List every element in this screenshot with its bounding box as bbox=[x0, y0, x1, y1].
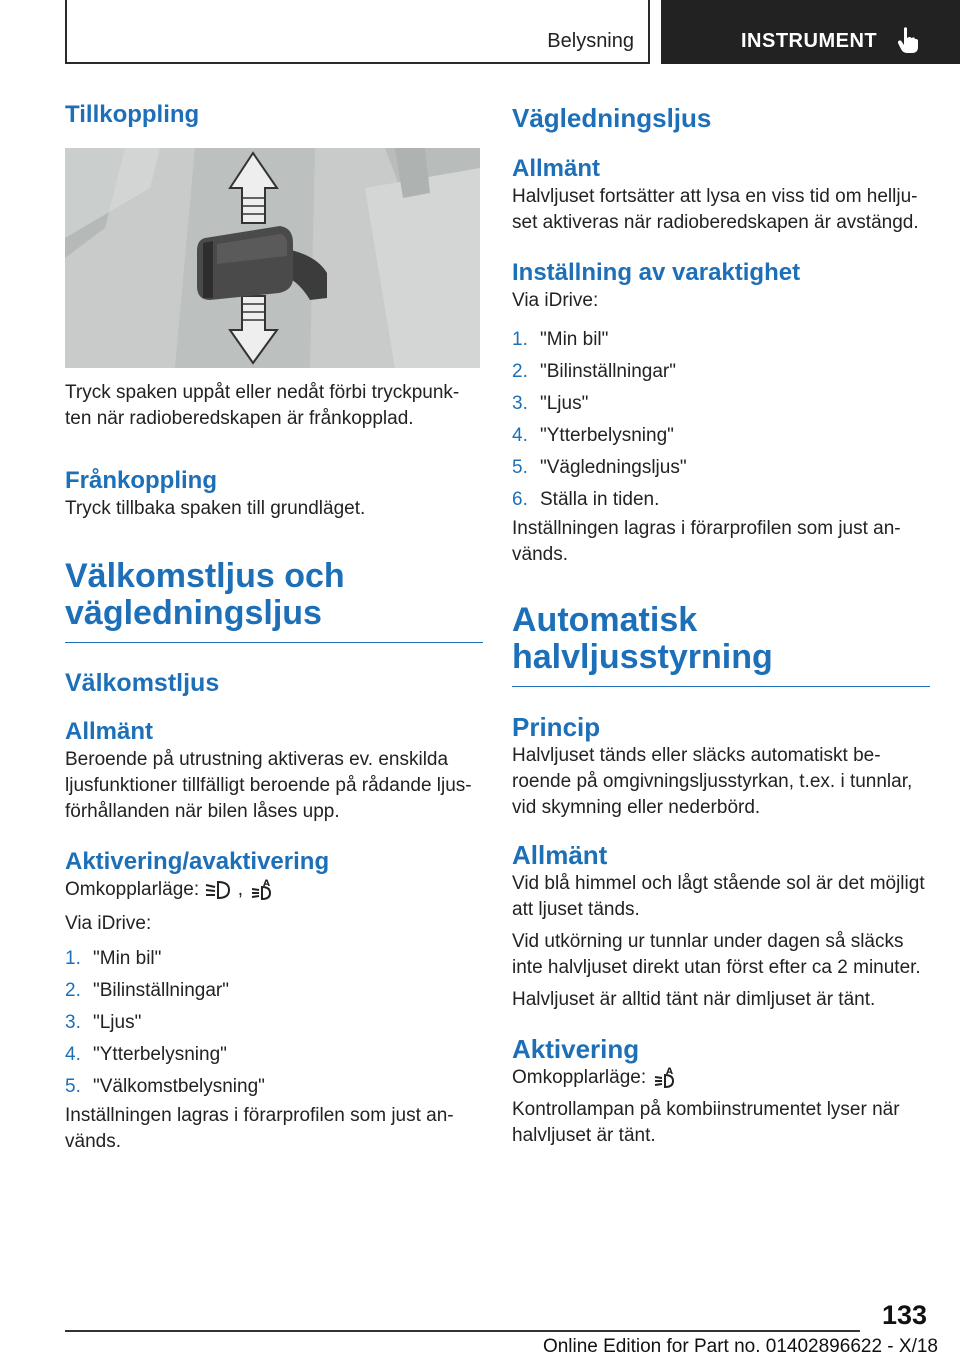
header-section-label: Belysning bbox=[547, 30, 634, 52]
list-item: 3. "Ljus" bbox=[65, 1012, 142, 1033]
list-item: 1. "Min bil" bbox=[512, 329, 609, 350]
valkomst-chapter-heading: Välkomstljus och vägledningsljus bbox=[65, 558, 483, 643]
omkopplar-label: Omkopplarläge: bbox=[512, 1067, 647, 1088]
list-item: 5. "Välkomstbelysning" bbox=[65, 1076, 265, 1097]
low-beam-lamp-icon bbox=[204, 879, 232, 901]
omkopplar-separator: , bbox=[237, 879, 243, 900]
list-item: 4. "Ytterbelysning" bbox=[65, 1044, 227, 1065]
installning-heading: Inställning av varaktighet bbox=[512, 259, 801, 286]
via-idrive-label: Via iDrive: bbox=[512, 290, 599, 311]
kontroll-text: Kontrollampan på kombiinstrumentet lyser när halvljuset är tänt. bbox=[512, 1099, 900, 1146]
frankoppling-text: Tryck tillbaka spaken till grundläget. bbox=[65, 498, 366, 519]
allmant2-heading: Allmänt bbox=[512, 840, 608, 870]
allmant-text: Beroende på utrustning aktiveras ev. enskilda ljusfunktioner tillfälligt beroende på rådande ljus-förhållanden när bilen låses upp. bbox=[65, 749, 472, 822]
aktivering-heading: Aktivering/avaktivering bbox=[65, 848, 330, 875]
svg-text:A: A bbox=[666, 1066, 674, 1077]
allmant2-paragraph-3: Halvljuset är alltid tänt när dimljuset är tänt. bbox=[512, 989, 876, 1010]
allmant2-paragraph-1: Vid blå himmel och lågt stående sol är det möjligt att ljuset tänds. bbox=[512, 873, 925, 920]
footer-divider bbox=[65, 1330, 860, 1332]
vagledning-heading: Vägledningsljus bbox=[512, 103, 712, 133]
aktivering-heading: Aktivering bbox=[512, 1034, 640, 1064]
list-item: 2. "Bilinställningar" bbox=[512, 361, 676, 382]
auto-headlight-icon bbox=[651, 1066, 677, 1090]
allmant-text: Halvljuset fortsätter att lysa en viss tid om hellju-set aktiveras när radioberedskapen är avstängd. bbox=[512, 186, 919, 233]
list-item: 4. "Ytterbelysning" bbox=[512, 425, 674, 446]
halvljus-chapter-heading: Automatisk halvljusstyrning bbox=[512, 602, 930, 687]
header-chapter-tab bbox=[661, 0, 960, 64]
princip-heading: Princip bbox=[512, 712, 601, 742]
page-number: 133 bbox=[881, 1300, 927, 1330]
auto-headlight-icon bbox=[248, 878, 274, 902]
list-item: 5. "Vägledningsljus" bbox=[512, 457, 687, 478]
pointing-hand-icon bbox=[897, 26, 919, 54]
frankoppling-heading: Frånkoppling bbox=[65, 467, 217, 494]
right-column bbox=[512, 100, 930, 1149]
header-section-tab bbox=[65, 0, 650, 64]
tillkoppling-heading: Tillkoppling bbox=[65, 101, 200, 128]
footer-edition: Online Edition for Part no. 01402896622 - X/18 bbox=[542, 1336, 938, 1357]
omkopplar-label: Omkopplarläge: bbox=[65, 879, 200, 900]
omkopplar-line bbox=[512, 1065, 930, 1091]
lever-illustration bbox=[65, 148, 480, 368]
list-item: 6. Ställa in tiden. bbox=[512, 489, 660, 510]
princip-text: Halvljuset tänds eller släcks automatiskt be-roende på omgivningsljusstyrkan, t.ex. i tunnlar, vid skymning eller nederbörd. bbox=[512, 745, 913, 818]
list-item: 1. "Min bil" bbox=[65, 948, 162, 969]
stored-text: Inställningen lagras i förarprofilen som just an-vänds. bbox=[65, 1105, 454, 1152]
list-item: 3. "Ljus" bbox=[512, 393, 589, 414]
allmant2-paragraph-2: Vid utkörning ur tunnlar under dagen så släcks inte halvljuset direkt utan först efter ca 2 minuter. bbox=[512, 931, 921, 978]
list-item: 2. "Bilinställningar" bbox=[65, 980, 229, 1001]
figure-caption: Tryck spaken uppåt eller nedåt förbi tryckpunk-ten när radioberedskapen är frånkopplad. bbox=[65, 382, 460, 429]
vagledning-steps-list bbox=[512, 324, 930, 516]
omkopplar-line bbox=[65, 877, 483, 903]
svg-text:A: A bbox=[263, 878, 271, 889]
allmant-heading: Allmänt bbox=[512, 155, 601, 182]
stored-text: Inställningen lagras i förarprofilen som just an-vänds. bbox=[512, 518, 901, 565]
via-idrive-label: Via iDrive: bbox=[65, 913, 152, 934]
steering-lever-image bbox=[65, 148, 480, 368]
header-chapter-label: INSTRUMENT bbox=[741, 30, 878, 52]
valkomst-steps-list bbox=[65, 943, 483, 1103]
left-column bbox=[65, 100, 483, 1155]
allmant-heading: Allmänt bbox=[65, 718, 154, 745]
valkomstljus-heading: Välkomstljus bbox=[65, 669, 220, 697]
